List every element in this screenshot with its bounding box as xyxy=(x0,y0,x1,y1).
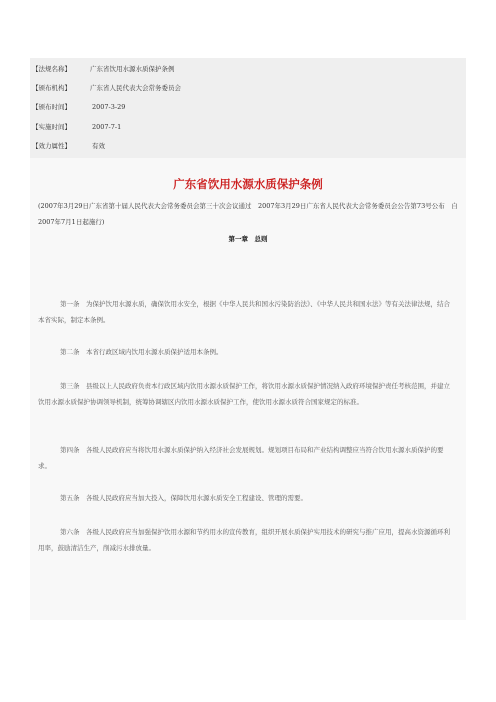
article-4: 第四条 各级人民政府应当将饮用水源水质保护纳入经济社会发展规划。规划项目布局和产业结构调整应当符合饮用水源水质保护的要求。 xyxy=(38,446,444,470)
meta-label: 【实施时间】 xyxy=(32,123,71,131)
article-2: 第二条 本省行政区域内饮用水源水质保护适用本条例。 xyxy=(60,348,223,356)
meta-label: 【效力属性】 xyxy=(32,142,71,150)
meta-value: 2007-7-1 xyxy=(92,123,122,131)
meta-label: 【颁布机构】 xyxy=(32,84,71,92)
meta-value: 广东省饮用水源水质保护条例 xyxy=(90,65,175,73)
meta-value: 广东省人民代表大会常务委员会 xyxy=(90,84,181,92)
article-3: 第三条 县级以上人民政府负责本行政区域内饮用水源水质保护工作，将饮用水源水质保护情况纳入政府环境保护责任考核范围，并建立饮用水源水质保护协调领导机制，统筹协调辖区内饮用水源水质保护工作，使饮用水源水质符合国家规定的标准。 xyxy=(38,382,450,406)
document-title: 广东省饮用水源水质保护条例 xyxy=(173,177,323,191)
document-page xyxy=(30,58,466,620)
article-1: 第一条 为保护饮用水源水质，确保饮用水安全，根据《中华人民共和国水污染防治法》、《中华人民共和国水法》等有关法律法规，结合本省实际，制定本条例。 xyxy=(38,300,450,324)
document-subtitle: (2007年3月29日广东省第十届人民代表大会常务委员会第三十次会议通过 2007年3月29日广东省人民代表大会常务委员会公告第73号公布 自2007年7月1日起施行) xyxy=(38,202,458,226)
meta-label: 【颁布时间】 xyxy=(32,103,71,111)
meta-value: 2007-3-29 xyxy=(92,103,126,111)
chapter-heading: 第一章 总则 xyxy=(228,235,268,243)
meta-label: 【法规名称】 xyxy=(32,65,71,73)
meta-value: 有效 xyxy=(92,142,105,150)
article-5: 第五条 各级人民政府应当加大投入，保障饮用水源水质安全工程建设、管理的需要。 xyxy=(60,494,307,502)
article-6: 第六条 各级人民政府应当加强保护饮用水源和节约用水的宣传教育，组织开展水质保护实用技术的研究与推广应用，提高水资源循环利用率，鼓励清洁生产，削减污水排放量。 xyxy=(38,528,450,552)
metadata-panel xyxy=(30,58,466,158)
